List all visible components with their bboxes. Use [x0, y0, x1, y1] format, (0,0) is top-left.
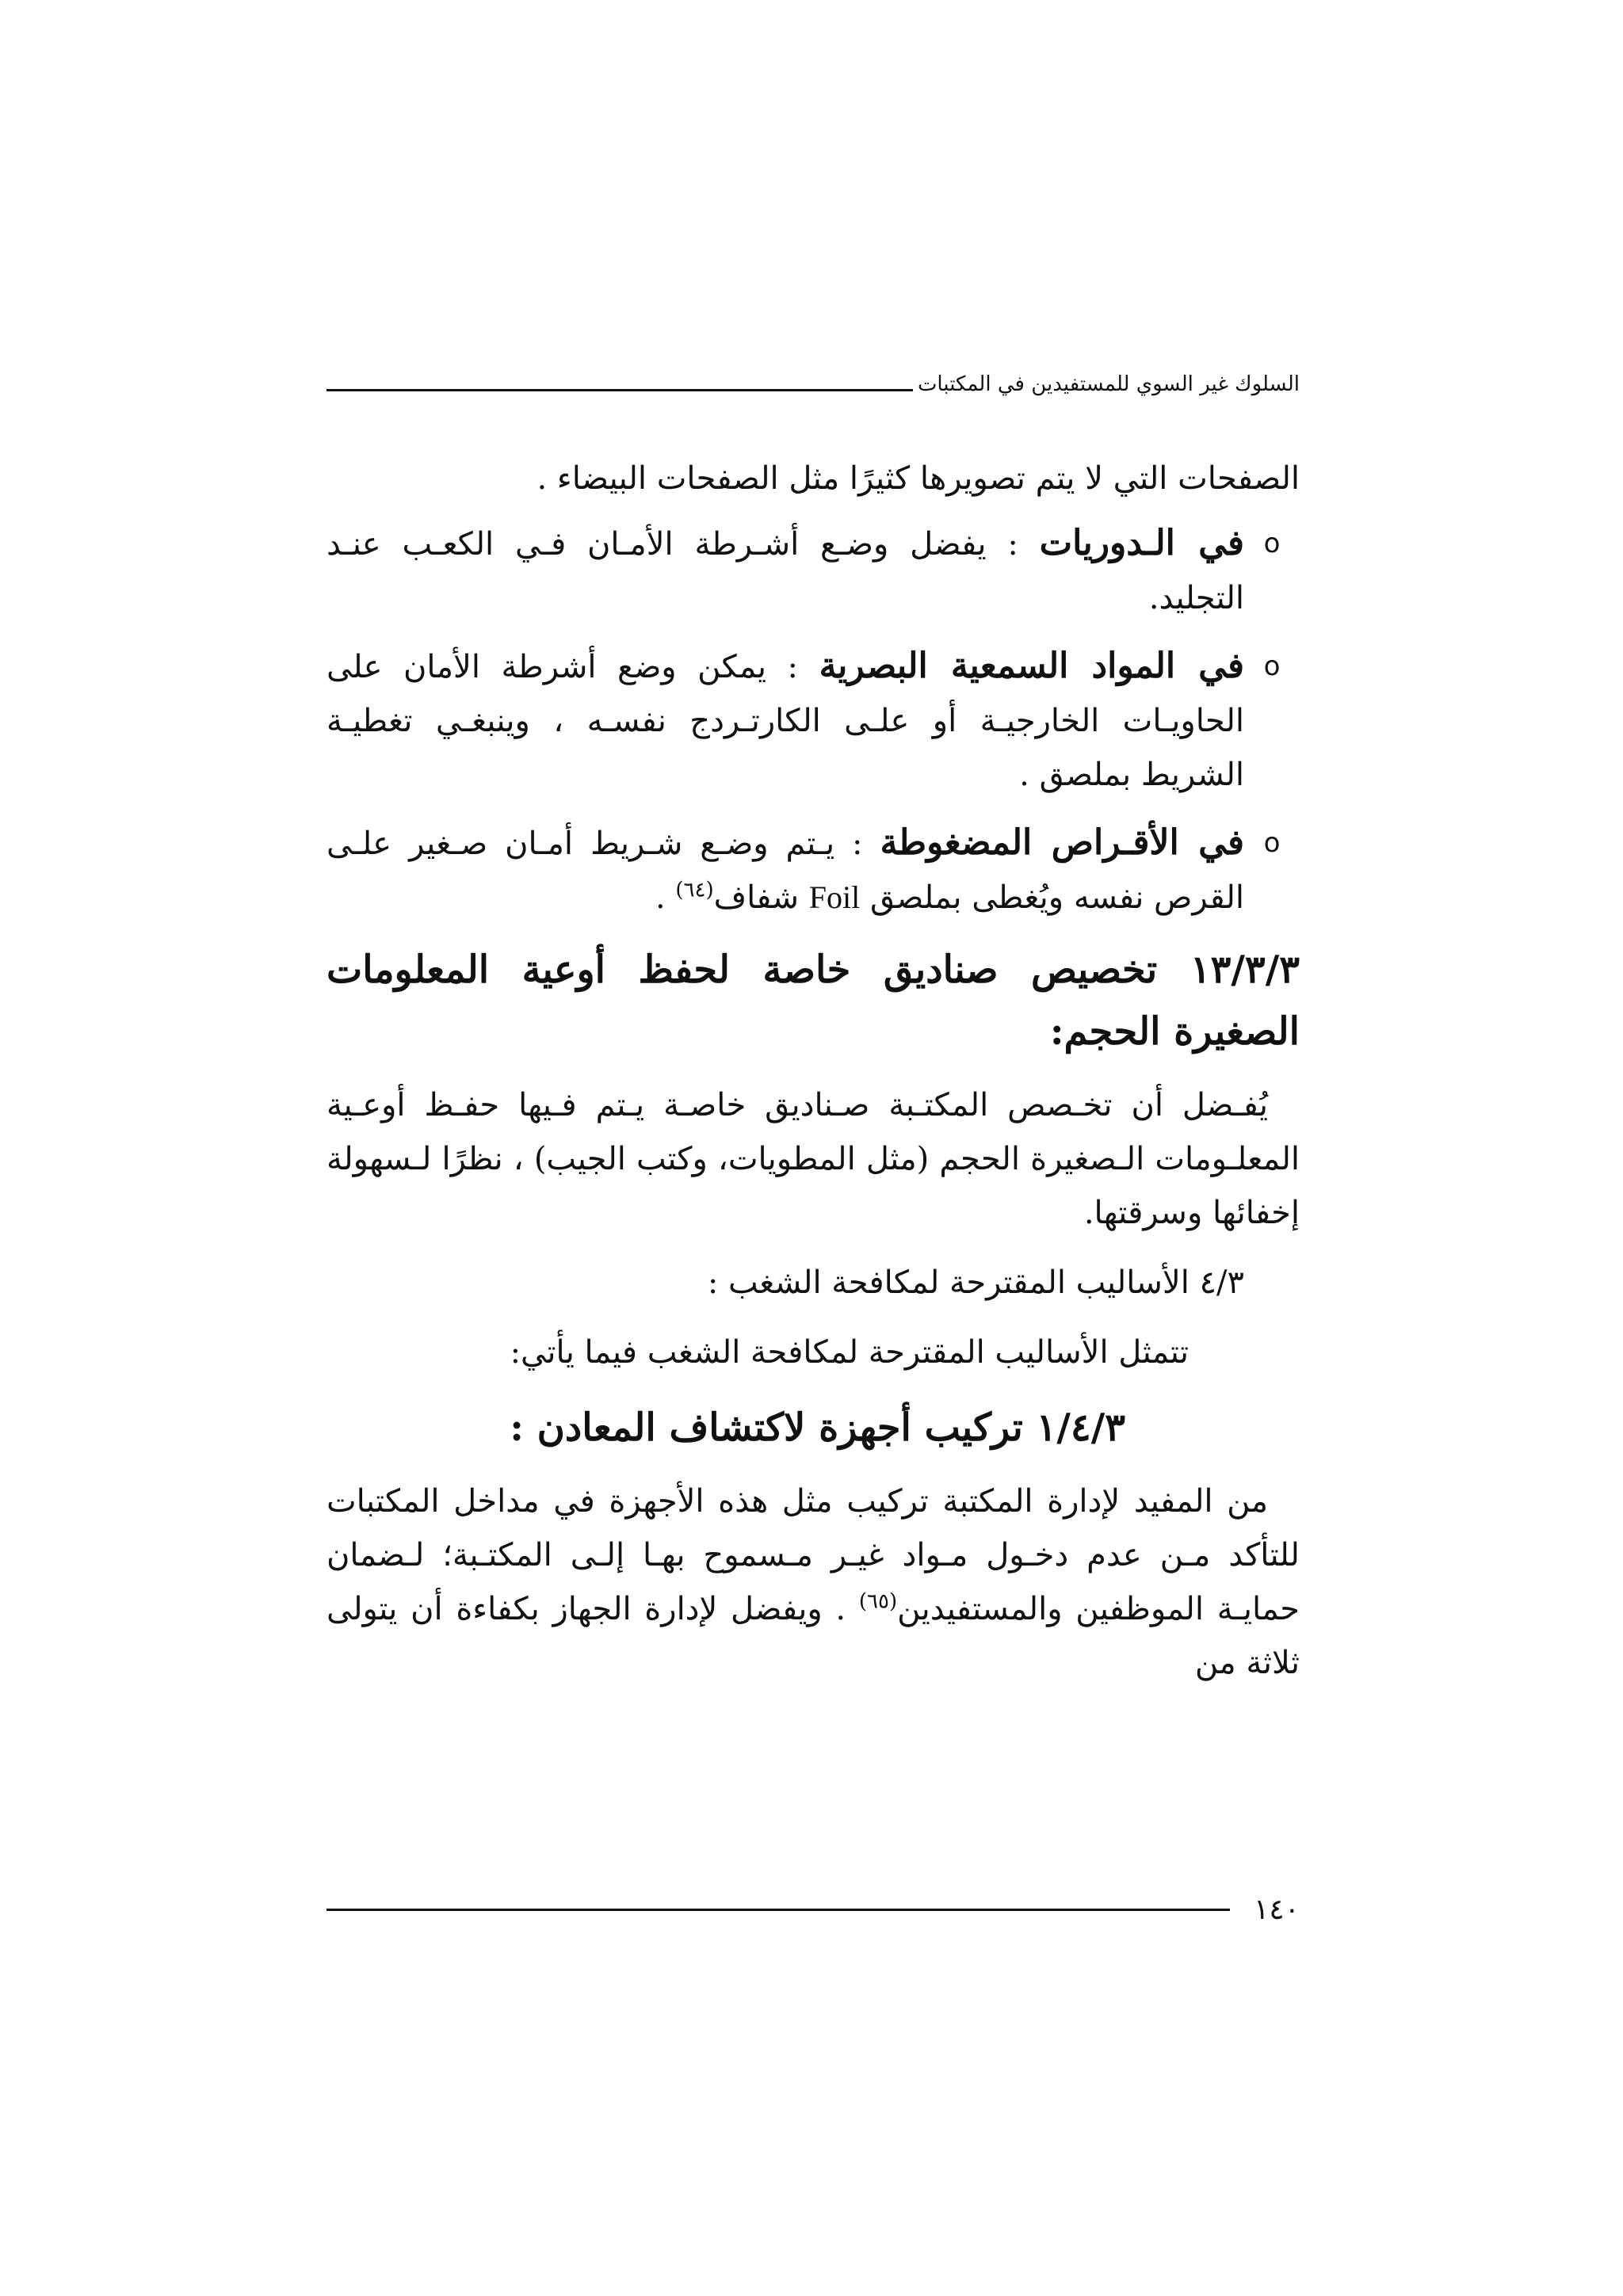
- list-item-end: .: [655, 879, 676, 916]
- header-rule: [327, 389, 913, 391]
- page-footer: [327, 1894, 1300, 1926]
- section-paragraph-metal: [327, 1474, 1300, 1690]
- page-body: [327, 452, 1300, 1690]
- section-title-small-containers: ١٣/٣/٣ تخصيص صناديق خاصة لحفظ أوعية المعلومات الصغيرة الحجم:: [327, 948, 1300, 1054]
- list-item-text: : يفضل وضـع أشـرطة الأمـان فـي الكعـب عنـد التجليد.: [327, 526, 1244, 616]
- section-heading-riot: ٤/٣ الأساليب المقترحة لمكافحة الشغب :: [707, 1264, 1244, 1301]
- bullet-marker: o: [1263, 528, 1281, 559]
- paragraph-text-cont: . ويفضل لإدارة الجهاز بكفاءة أن يتولى ثلاثة من: [327, 1591, 1300, 1681]
- section-title-metal-detectors: ١/٤/٣ تركيب أجهزة لاكتشاف المعادن :: [510, 1405, 1125, 1450]
- section-intro: تتمثل الأساليب المقترحة لمكافحة الشغب فيما يأتي:: [510, 1334, 1189, 1371]
- list-item: [327, 639, 1300, 802]
- list-item-term: في الـدوريات: [1039, 523, 1244, 563]
- list-item-term: في الأقـراص المضغوطة: [880, 822, 1245, 863]
- footnote-ref: (٦٥): [858, 1589, 898, 1614]
- list-item-text: : يـتم وضـع شـريط أمـان صـغير علـى القرص نفسه ويُغطى بملصق: [327, 826, 1244, 916]
- running-header: [327, 372, 1300, 396]
- list-item: [327, 517, 1300, 625]
- bullet-marker: o: [1263, 827, 1281, 859]
- latin-term: Foil: [808, 879, 861, 915]
- list-item-term: في المواد السمعية البصرية: [819, 646, 1244, 686]
- security-strip-list: [327, 517, 1300, 925]
- running-title: السلوك غير السوي للمستفيدين في المكتبات: [917, 372, 1300, 396]
- list-item-body: [327, 816, 1244, 925]
- list-item-text-cont: شفاف: [713, 879, 809, 916]
- list-item-body: [327, 639, 1244, 802]
- continuation-paragraph: الصفحات التي لا يتم تصويرها كثيرًا مثل الصفحات البيضاء .: [537, 460, 1300, 497]
- list-item: [327, 816, 1300, 925]
- paragraph-text: من المفيد لإدارة المكتبة تركيب مثل هذه الأجهزة في مداخل المكتبات للتأكد مـن عدم دخـول مـواد غيـر مـسموح بهـا إلـى المكتـبة؛ لـضمان حمايـة الموظفين والمستفيدين: [327, 1483, 1300, 1627]
- list-item-text: : يمكن وضع أشرطة الأمان على الحاويـات الخارجيـة أو علـى الكارتـردج نفسـه ، وينبغـي تغطيـة الشريط بملصق .: [327, 649, 1244, 793]
- section-paragraph: يُفـضل أن تخـصص المكتـبة صـناديق خاصـة يـتم فـيها حفـظ أوعـية المعلـومات الـصغيرة الحجم (مثل المطويات، وكتب الجيب) ، نظرًا لـسهولة إخفائها وسرقتها.: [327, 1087, 1300, 1231]
- footer-rule: [327, 1909, 1230, 1911]
- bullet-marker: o: [1263, 650, 1281, 682]
- footnote-ref: (٦٤): [675, 878, 714, 902]
- list-item-body: [327, 517, 1244, 625]
- page-number: ١٤٠: [1253, 1894, 1300, 1926]
